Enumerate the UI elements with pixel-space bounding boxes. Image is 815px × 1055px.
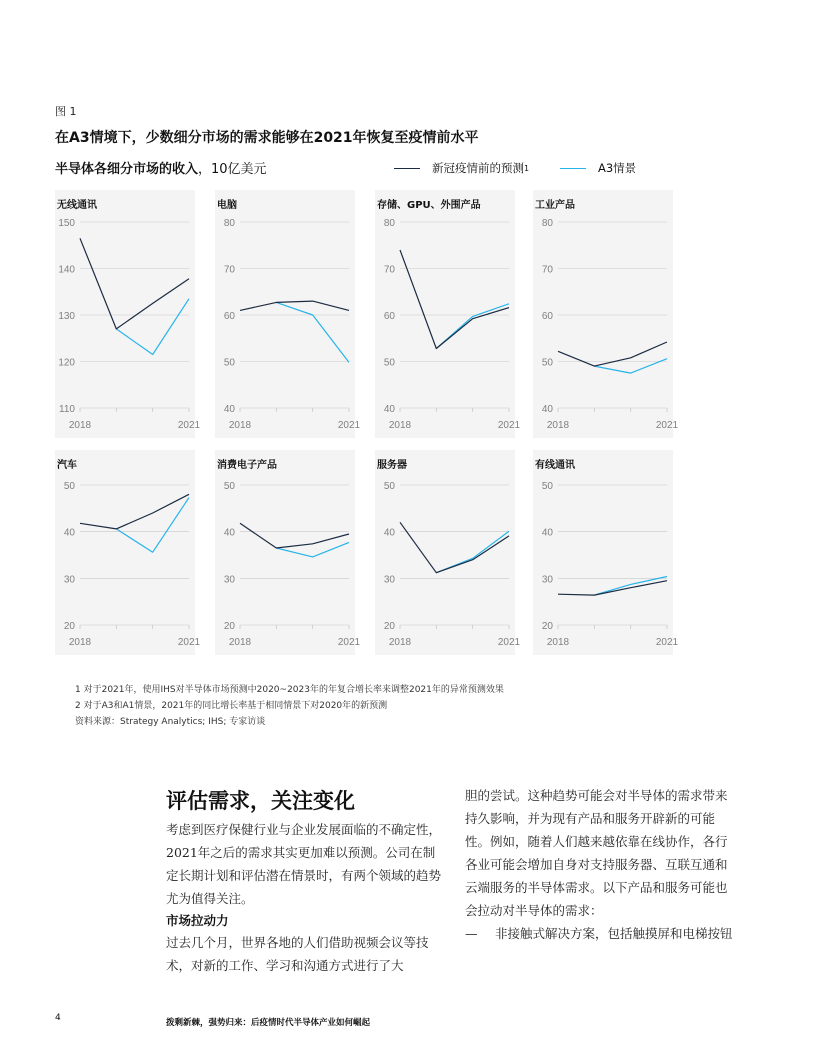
chart-5-ytick-label: 20 <box>63 621 75 632</box>
chart-4-panel <box>533 190 673 438</box>
chart-6-ytick-label: 40 <box>223 527 235 539</box>
chart-7-xtick-label: 2021 <box>497 637 521 648</box>
footnote-2: 2 对于A3和A1情景，2021年的同比增长率基于相同情景下对2020年的新预测 <box>75 701 388 711</box>
chart-1-xtick-label: 2018 <box>68 420 92 431</box>
bullet-text: 非接触式解决方案，包括触摸屏和电梯按钮 <box>495 926 733 941</box>
chart-1-ytick-label: 130 <box>58 311 75 322</box>
chart-2-xtick-label: 2018 <box>228 420 252 431</box>
chart-3-panel <box>375 190 515 438</box>
unit-title-bold: 半导体各细分市场的收入 <box>55 162 199 177</box>
chart-4-ytick-label: 70 <box>541 264 553 276</box>
paragraph-1: 考虑到医疗保健行业与企业发展面临的不确定性，2021年之后的需求其实更加难以预测。公司在制定长期计划和评估潜在情景时，有两个领域的趋势尤为值得关注。 <box>166 822 442 906</box>
chart-5-xtick-label: 2021 <box>177 637 201 648</box>
chart-1-title: 无线通讯 <box>57 200 97 211</box>
chart-7-ytick-label: 30 <box>383 574 395 586</box>
chart-5-ytick-label: 30 <box>63 574 75 586</box>
legend-label-a3: A3情景 <box>598 161 637 175</box>
chart-7-title: 服务器 <box>377 460 407 471</box>
chart-4-ytick-label: 80 <box>541 218 553 229</box>
chart-6-panel <box>215 450 355 655</box>
chart-8-ytick-label: 30 <box>541 574 553 586</box>
chart-2-ytick-label: 50 <box>223 357 235 369</box>
chart-7-xtick-label: 2018 <box>388 637 412 648</box>
chart-1-ytick-label: 140 <box>58 264 75 276</box>
chart-6-ytick-label: 50 <box>223 481 235 492</box>
chart-8-title: 有线通讯 <box>535 460 575 471</box>
chart-8-xtick-label: 2021 <box>655 637 679 648</box>
chart-8-xtick-label: 2018 <box>546 637 570 648</box>
chart-4-xtick-label: 2018 <box>546 420 570 431</box>
chart-4-xtick-label: 2021 <box>655 420 679 431</box>
running-title: 拨剩新棘，强势归来：后疫情时代半导体产业如何崛起 <box>166 1018 371 1028</box>
chart-2-ytick-label: 40 <box>223 404 235 415</box>
chart-8-ytick-label: 20 <box>541 621 553 632</box>
chart-3-xtick-label: 2018 <box>388 420 412 431</box>
legend-label-baseline: 新冠疫情前的预测 <box>432 161 524 175</box>
chart-3-ytick-label: 50 <box>383 357 395 369</box>
chart-1-ytick-label: 150 <box>58 218 75 229</box>
chart-4-ytick-label: 60 <box>541 311 553 322</box>
page-number: 4 <box>55 1013 61 1023</box>
figure-label: 图 1 <box>55 105 77 118</box>
chart-3-ytick-label: 40 <box>383 404 395 415</box>
chart-8-ytick-label: 40 <box>541 527 553 539</box>
chart-1-panel <box>55 190 195 438</box>
paragraph-2: 过去几个月，世界各地的人们借助视频会议等技术，对新的工作、学习和沟通方式进行了大 <box>166 935 429 973</box>
chart-3-title: 存储、GPU、外围产品 <box>377 200 481 211</box>
chart-6-ytick-label: 30 <box>223 574 235 586</box>
chart-6-xtick-label: 2021 <box>337 637 361 648</box>
chart-5-xtick-label: 2018 <box>68 637 92 648</box>
chart-7-ytick-label: 40 <box>383 527 395 539</box>
chart-2-ytick-label: 60 <box>223 311 235 322</box>
chart-3-ytick-label: 80 <box>383 218 395 229</box>
chart-7-ytick-label: 20 <box>383 621 395 632</box>
chart-3-ytick-label: 70 <box>383 264 395 276</box>
source-note: 资料来源：Strategy Analytics; IHS; 专家访谈 <box>75 717 266 727</box>
footnotes <box>75 682 504 730</box>
chart-7-ytick-label: 50 <box>383 481 395 492</box>
chart-8-panel <box>533 450 673 655</box>
bullet-item <box>465 922 737 945</box>
chart-5-ytick-label: 50 <box>63 481 75 492</box>
footnote-1: 1 对于2021年，使用IHS对半导体市场预测中2020~2023年的年复合增长率来调整2021年的异常预测效果 <box>75 685 504 695</box>
chart-6-title: 消费电子产品 <box>217 460 277 471</box>
chart-4-ytick-label: 50 <box>541 357 553 369</box>
chart-6-xtick-label: 2018 <box>228 637 252 648</box>
chart-6-ytick-label: 20 <box>223 621 235 632</box>
paragraph-3: 胆的尝试。这种趋势可能会对半导体的需求带来持久影响，并为现有产品和服务开辟新的可能性。例如，随着人们越来越依靠在线协作，各行各业可能会增加自身对支持服务器、互联互通和云端服务的半导体需求。以下产品和服务可能也会拉动对半导体的需求： <box>465 788 728 918</box>
chart-5-title: 汽车 <box>57 460 77 471</box>
chart-7-panel <box>375 450 515 655</box>
chart-2-ytick-label: 80 <box>223 218 235 229</box>
section-title: 评估需求，关注变化 <box>166 788 355 813</box>
chart-1-xtick-label: 2021 <box>177 420 201 431</box>
chart-2-xtick-label: 2021 <box>337 420 361 431</box>
figure-title: 在A3情境下，少数细分市场的需求能够在2021年恢复至疫情前水平 <box>55 130 479 146</box>
chart-4-ytick-label: 40 <box>541 404 553 415</box>
chart-4-title: 工业产品 <box>535 200 575 211</box>
chart-2-panel <box>215 190 355 438</box>
unit-title-rest: ，10亿美元 <box>198 162 267 177</box>
chart-1-ytick-label: 120 <box>58 357 75 369</box>
chart-8-ytick-label: 50 <box>541 481 553 492</box>
legend-sup: 1 <box>524 163 530 173</box>
chart-5-panel <box>55 450 195 655</box>
bullet-dash: — <box>465 926 478 941</box>
chart-3-xtick-label: 2021 <box>497 420 521 431</box>
chart-5-ytick-label: 40 <box>63 527 75 539</box>
chart-2-title: 电脑 <box>217 200 237 211</box>
chart-3-ytick-label: 60 <box>383 311 395 322</box>
subheading-market-pull: 市场拉动力 <box>166 913 229 928</box>
chart-1-ytick-label: 110 <box>59 404 75 415</box>
chart-2-ytick-label: 70 <box>223 264 235 276</box>
